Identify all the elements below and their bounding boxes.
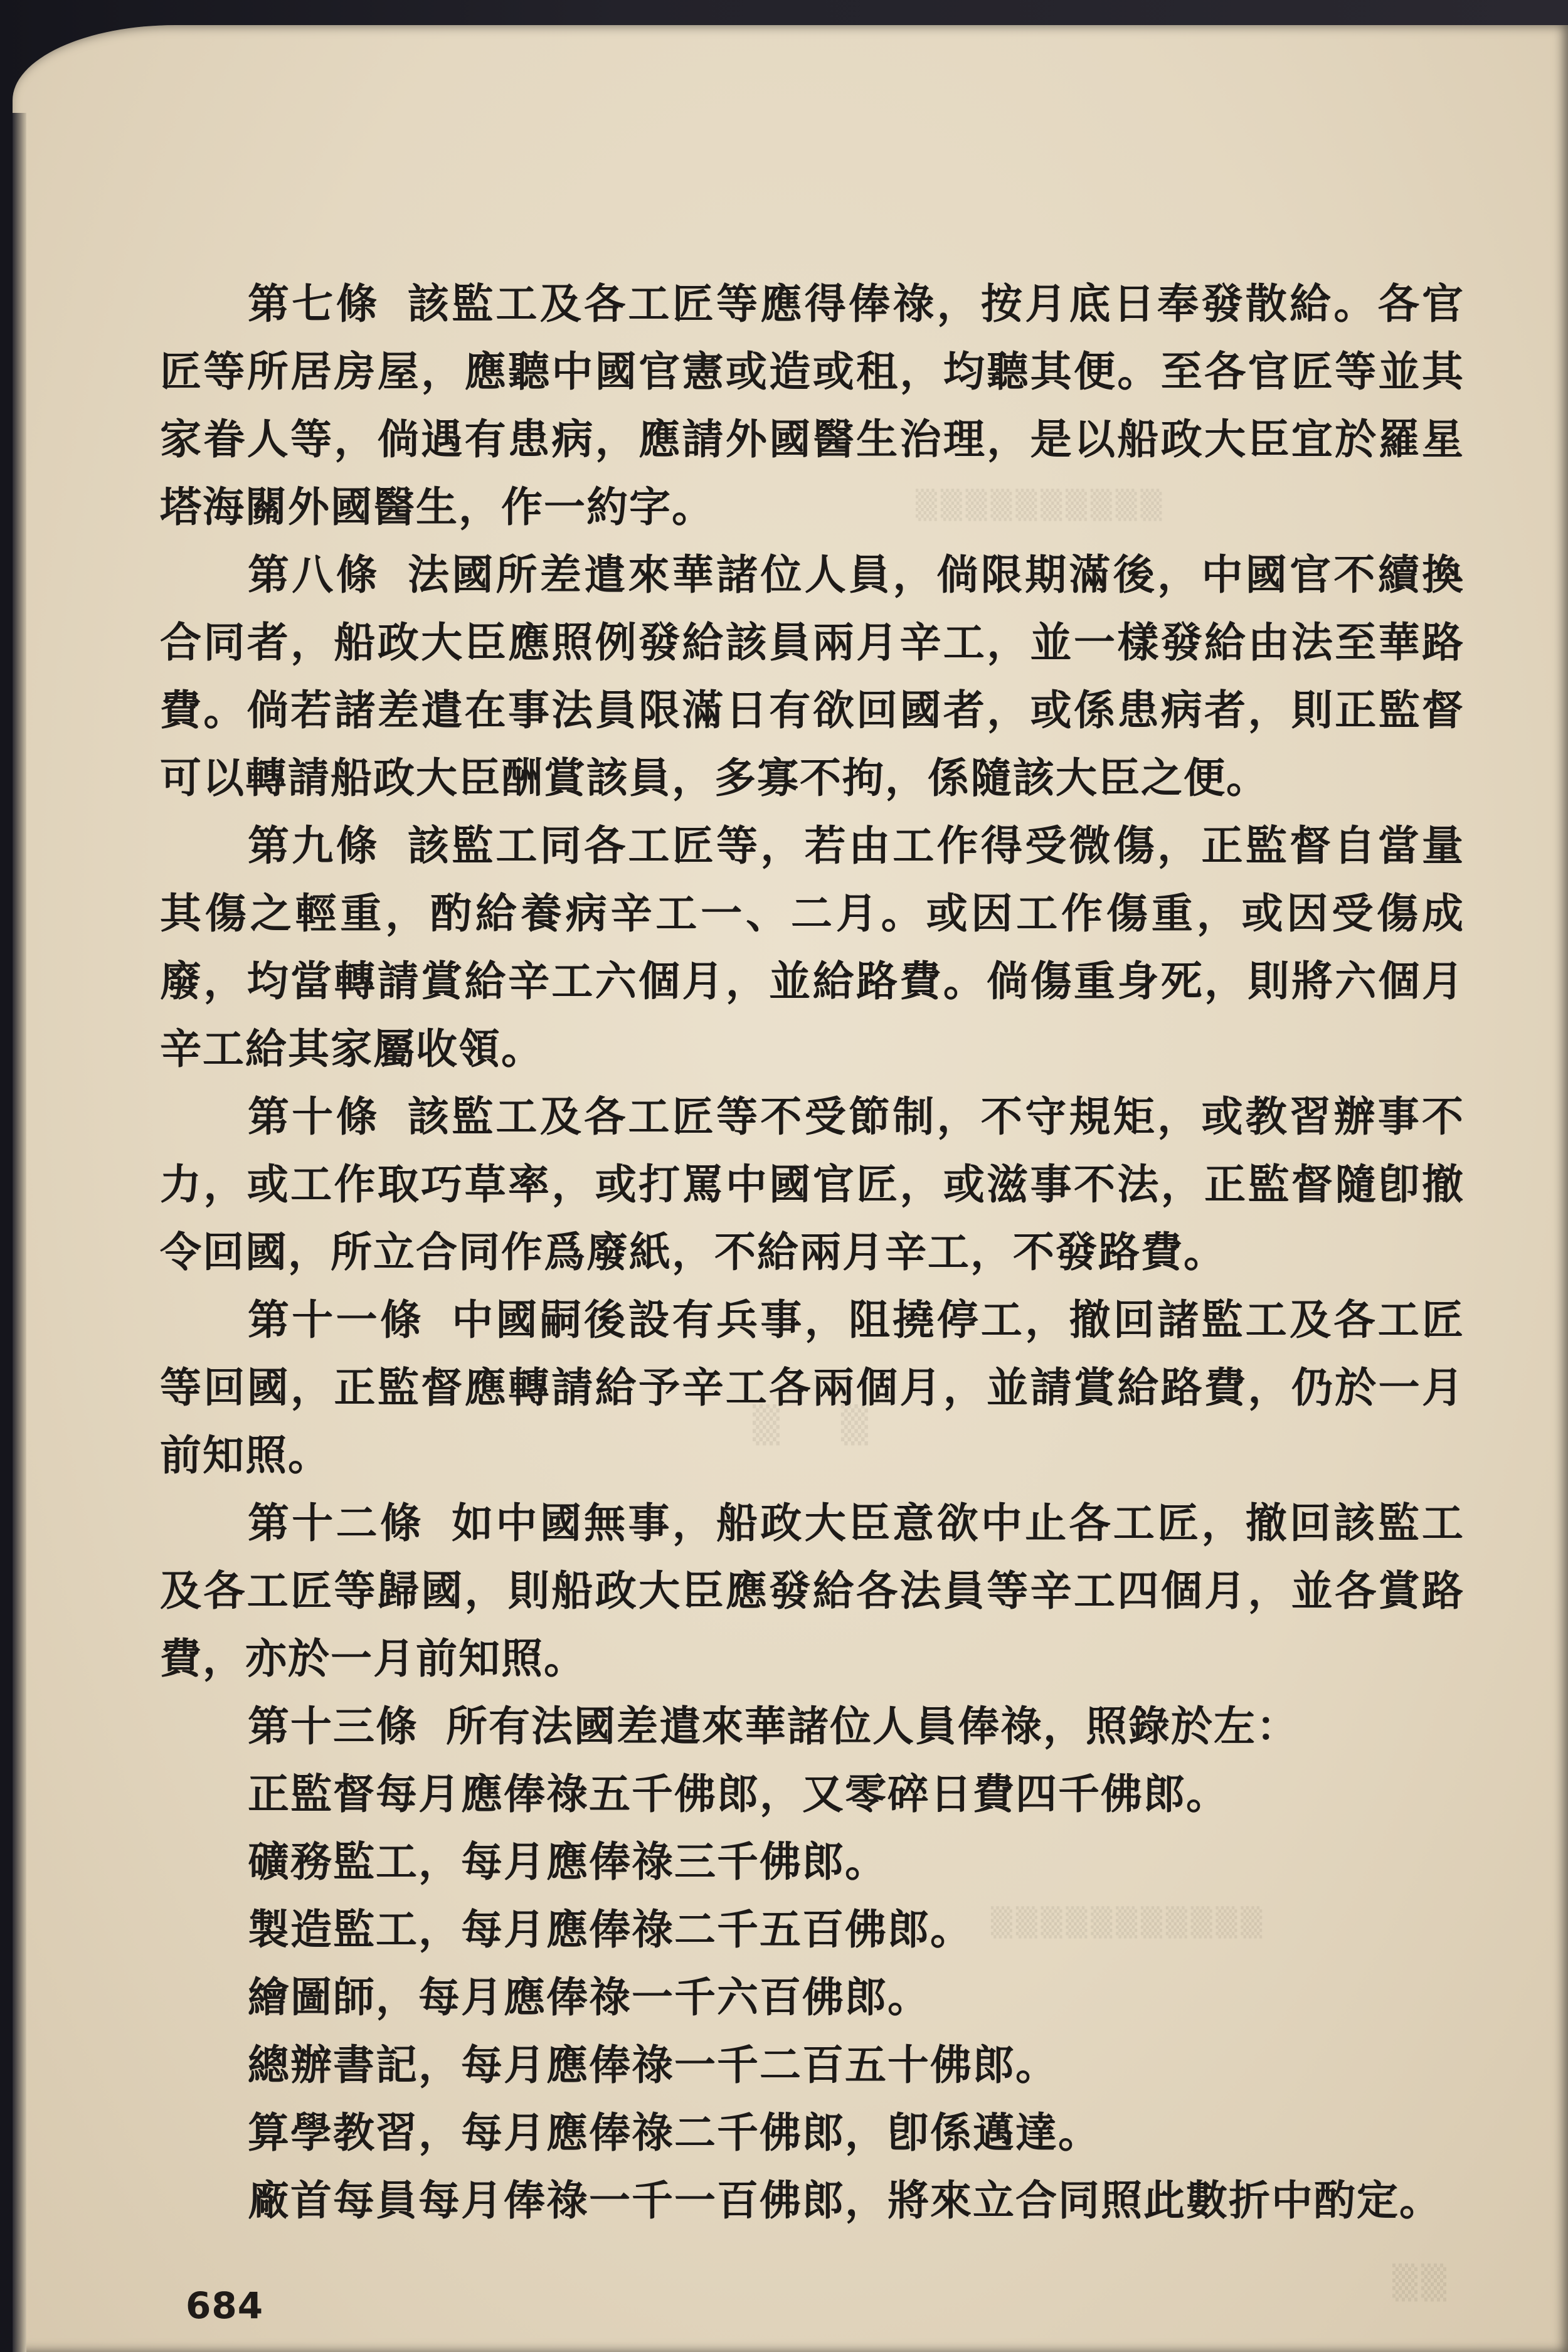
salary-item: 算學教習，每月應俸祿二千佛郎，卽係邁達。: [248, 2108, 1101, 2157]
article-text: 法國所差遣來華諸位人員，倘限期滿後，中國官不續換合同者，船政大臣應照例發給該員兩月辛工，並一樣發給由法至華路費。倘若諸差遣在事法員限滿日有欲回國者，或係患病者，則正監督可以轉請船政大臣酬賞該員，多寡不拘，係隨該大臣之便。: [160, 550, 1465, 802]
salary-item: 廠首每員每月俸祿一千一百佛郎，將來立合同照此數折中酌定。: [248, 2176, 1442, 2225]
article-11: [160, 1286, 1465, 1489]
article-text: 該監工同各工匠等，若由工作得受微傷，正監督自當量其傷之輕重，酌給養病辛工一、二月。或因工作傷重，或因受傷成廢，均當轉請賞給辛工六個月，並給路費。倘傷重身死，則將六個月辛工給其家屬收領。: [160, 821, 1465, 1073]
page-body-text: [160, 270, 1465, 2234]
article-12: [160, 1489, 1465, 1692]
article-label: 第九條: [248, 821, 380, 870]
article-10: [160, 1083, 1465, 1286]
article-text: 所有法國差遣來華諸位人員俸祿，照錄於左：: [446, 1702, 1299, 1751]
article-9: [160, 812, 1465, 1083]
article-text: 該監工及各工匠等應得俸祿，按月底日奉發散給。各官匠等所居房屋，應聽中國官憲或造或租，均聽其便。至各官匠等並其家眷人等，倘遇有患病，應請外國醫生治理，是以船政大臣宜於羅星塔海關外國醫生，作一約字。: [160, 279, 1465, 531]
article-text: 中國嗣後設有兵事，阻撓停工，撤回諸監工及各工匠等回國，正監督應轉請給予辛工各兩個月，並請賞給路費，仍於一月前知照。: [160, 1295, 1465, 1480]
article-13: [160, 1692, 1465, 1760]
article-7: [160, 270, 1465, 541]
article-label: 第八條: [248, 550, 380, 599]
page-number: 684: [186, 2284, 264, 2327]
salary-item: 繪圖師，每月應俸祿一千六百佛郎。: [248, 1973, 930, 2021]
show-through-smudge: ▒ ▒: [753, 1405, 893, 1446]
show-through-smudge: ▒▒: [1392, 2264, 1450, 2302]
show-through-smudge: ▒▒▒▒▒▒▒▒▒▒: [916, 489, 1166, 521]
show-through-smudge: ▒▒▒▒▒▒▒▒▒▒▒: [991, 1907, 1266, 1939]
salary-item: 總辦書記，每月應俸祿一千二百五十佛郎。: [248, 2040, 1058, 2089]
article-8: [160, 541, 1465, 812]
article-label: 第十二條: [248, 1498, 425, 1547]
page-gutter-edge: [13, 113, 26, 2352]
article-label: 第十條: [248, 1092, 380, 1141]
article-label: 第七條: [248, 279, 380, 328]
article-text: 如中國無事，船政大臣意欲中止各工匠，撤回該監工及各工匠等歸國，則船政大臣應發給各法員等辛工四個月，並各賞路費，亦於一月前知照。: [160, 1498, 1465, 1683]
article-text: 該監工及各工匠等不受節制，不守規矩，或教習辦事不力，或工作取巧草率，或打罵中國官匠，或滋事不法，正監督隨卽撤令回國，所立合同作爲廢紙，不給兩月辛工，不發路費。: [160, 1092, 1465, 1276]
salary-item: 礦務監工，每月應俸祿三千佛郎。: [248, 1837, 887, 1886]
book-page: [13, 25, 1568, 2352]
article-label: 第十三條: [248, 1702, 418, 1751]
salary-item: 製造監工，每月應俸祿二千五百佛郎。: [248, 1905, 973, 1954]
salary-item: 正監督每月應俸祿五千佛郎，又零碎日費四千佛郎。: [248, 1769, 1229, 1818]
article-label: 第十一條: [248, 1295, 425, 1344]
